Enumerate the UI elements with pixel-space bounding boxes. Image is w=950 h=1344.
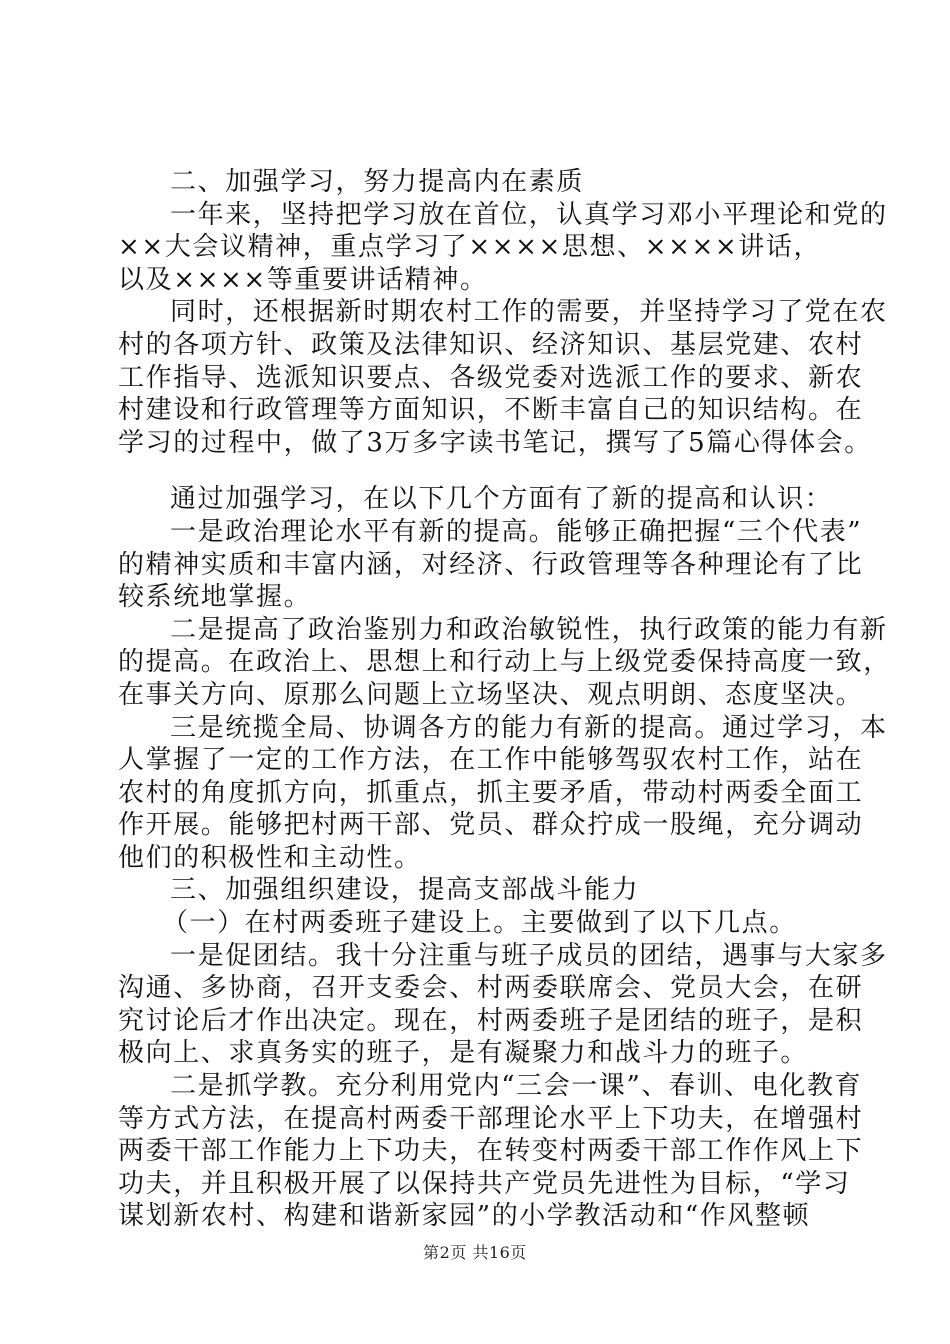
paragraph-line: 的提高。在政治上、思想上和行动上与上级党委保持高度一致， <box>118 647 891 678</box>
paragraph-line: 村建设和行政管理等方面知识，不断丰富自己的知识结构。在 <box>118 395 864 426</box>
blank-line <box>118 459 838 483</box>
paragraph-line: 农村的角度抓方向，抓重点，抓主要矛盾，带动村两委全面工 <box>118 777 864 808</box>
section-heading: 二、加强学习，努力提高内在素质 <box>170 167 585 197</box>
paragraph-line: 极向上、求真务实的班子，是有凝聚力和战斗力的班子。 <box>118 1038 809 1069</box>
paragraph-line: 两委干部工作能力上下功夫，在转变村两委干部工作作风上下 <box>118 1136 864 1167</box>
paragraph-line: 工作指导、选派知识要点、各级党委对选派工作的要求、新农 <box>118 362 864 393</box>
paragraph-line: 较系统地掌握。 <box>118 582 312 613</box>
subsection-heading: （一）在村两委班子建设上。主要做到了以下几点。 <box>162 908 797 939</box>
paragraph-line: 通过加强学习，在以下几个方面有了新的提高和认识： <box>170 484 833 515</box>
paragraph-line: ××大会议精神，重点学习了××××思想、××××讲话， <box>118 232 822 263</box>
paragraph-line: 二是提高了政治鉴别力和政治敏锐性，执行政策的能力有新 <box>170 614 888 645</box>
paragraph-line: 在事关方向、原那么问题上立场坚决、观点明朗、态度坚决。 <box>118 679 864 710</box>
paragraph-line: 的精神实质和丰富内涵，对经济、行政管理等各种理论有了比 <box>118 549 864 580</box>
paragraph-line: 人掌握了一定的工作方法，在工作中能够驾驭农村工作，站在 <box>118 745 864 776</box>
paragraph-line: 以及××××等重要讲话精神。 <box>118 264 488 295</box>
paragraph-line: 作开展。能够把村两干部、党员、群众拧成一股绳，充分调动 <box>118 810 864 841</box>
paragraph-line: 一是促团结。我十分注重与班子成员的团结，遇事与大家多 <box>170 940 888 971</box>
section-heading: 三、加强组织建设，提高支部战斗能力 <box>170 875 640 906</box>
paragraph-line: 一年来，坚持把学习放在首位，认真学习邓小平理论和党的 <box>170 199 888 230</box>
paragraph-line: 沟通、多协商，召开支委会、村两委联席会、党员大会，在研 <box>118 973 864 1004</box>
paragraph-line: 同时，还根据新时期农村工作的需要，并坚持学习了党在农 <box>170 297 888 328</box>
document-body <box>118 166 891 1233</box>
page-number-footer: 第2页 共16页 <box>423 1243 527 1262</box>
paragraph-line: 学习的过程中，做了3万多字读书笔记，撰写了5篇心得体会。 <box>118 427 872 458</box>
paragraph-line: 他们的积极性和主动性。 <box>118 842 422 873</box>
paragraph-line: 村的各项方针、政策及法律知识、经济知识、基层党建、农村 <box>118 329 864 360</box>
paragraph-line: 功夫，并且积极开展了以保持共产党员先进性为目标，“学习 <box>118 1168 851 1199</box>
paragraph-line: 究讨论后才作出决定。现在，村两委班子是团结的班子，是积 <box>118 1005 864 1036</box>
paragraph-line: 等方式方法，在提高村两委干部理论水平上下功夫，在增强村 <box>118 1103 864 1134</box>
paragraph-line: 三是统揽全局、协调各方的能力有新的提高。通过学习，本 <box>170 712 888 743</box>
paragraph-line: 二是抓学教。充分利用党内“三会一课”、春训、电化教育 <box>170 1071 863 1102</box>
paragraph-line: 一是政治理论水平有新的提高。能够正确把握“三个代表” <box>170 516 863 547</box>
paragraph-line: 谋划新农村、构建和谐新家园”的小学教活动和“作风整顿 <box>118 1201 811 1232</box>
